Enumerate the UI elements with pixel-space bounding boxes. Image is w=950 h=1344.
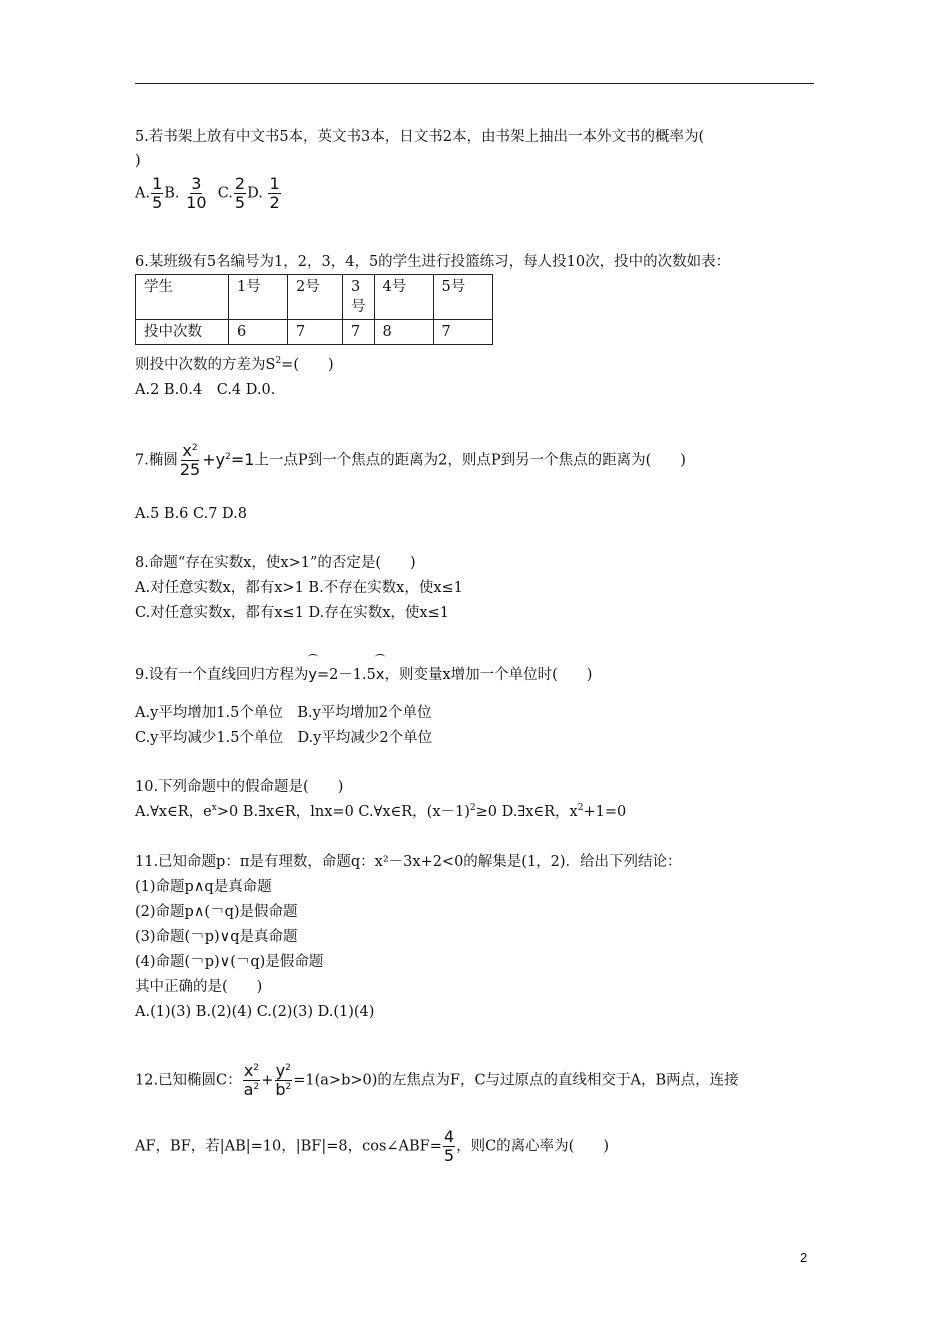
table-cell: 7 bbox=[288, 320, 343, 345]
table-cell: 5号 bbox=[433, 275, 492, 320]
q11-item: (2)命题p∧(￢q)是假命题 bbox=[135, 904, 298, 920]
table-cell: 8 bbox=[374, 320, 433, 345]
q11-options: A.(1)(3) B.(2)(4) C.(2)(3) D.(1)(4) bbox=[135, 1004, 375, 1020]
q6-score-table bbox=[135, 274, 493, 345]
table-cell: 2号 bbox=[288, 275, 343, 320]
q12-fraction-x: $\frac{x^2}{a^2}$ bbox=[243, 1061, 260, 1099]
q11-item: (1)命题p∧q是真命题 bbox=[135, 879, 272, 895]
table-cell: 6 bbox=[229, 320, 288, 345]
q5-option-d-fraction: $\frac{1}{2}$ bbox=[269, 174, 280, 212]
q5-option-a-label: A. bbox=[135, 185, 151, 202]
q5-options bbox=[135, 175, 282, 212]
q9-options-cd: C.y平均减少1.5个单位 D.y平均减少2个单位 bbox=[135, 730, 433, 746]
q11-stem: 11.已知命题p：π是有理数，命题q：x²－3x+2<0的解集是(1，2)．给出下列结论： bbox=[135, 854, 682, 870]
q5-option-b-fraction: $\frac{3}{10}$ bbox=[186, 174, 207, 212]
table-cell: 3号 bbox=[343, 275, 375, 320]
q5-stem: 5.若书架上放有中文书5本，英文书3本，日文书2本，由书架上抽出一本外文书的概率为( bbox=[135, 129, 705, 145]
q8-options-ab: A.对任意实数x，都有x>1 B.不存在实数x，使x≤1 bbox=[135, 580, 463, 596]
q5-option-a-fraction: $\frac{1}{5}$ bbox=[152, 174, 163, 212]
q8-stem: 8.命题“存在实数x，使x>1”的否定是( ) bbox=[135, 555, 416, 571]
q7-stem: 7.椭圆 $\frac{x^2}{25}$ $+y^2=1$上一点P到一个焦点的距离为2，则点P到另一个焦点的距离为( ) bbox=[135, 441, 686, 479]
q9-options-ab: A.y平均增加1.5个单位 B.y平均增加2个单位 bbox=[135, 705, 432, 721]
q6-question: 则投中次数的方差为$S^2=$( ) bbox=[135, 356, 334, 373]
q5-stem-end: ) bbox=[135, 153, 141, 169]
table-cell: 7 bbox=[343, 320, 375, 345]
q12-stem-line2: AF，BF，若|AB|=10，|BF|=8，cos∠ABF= $\frac{4}{5}$ ，则C的离心率为( ) bbox=[135, 1127, 609, 1165]
table-cell: 投中次数 bbox=[136, 320, 229, 345]
q9-x-hat: x bbox=[375, 667, 385, 683]
header-rule bbox=[135, 83, 814, 84]
q11-item: (3)命题(￢p)∨q是真命题 bbox=[135, 929, 298, 945]
q5-option-c-label: C. bbox=[217, 185, 233, 202]
q9-stem: 9.设有一个直线回归方程为y=2－1.5x，则变量x增加一个单位时( ) bbox=[135, 667, 593, 683]
table-cell: 学生 bbox=[136, 275, 229, 320]
table-cell: 7 bbox=[433, 320, 492, 345]
q6-stem: 6.某班级有5名编号为1，2，3，4，5的学生进行投篮练习，每人投10次，投中的次数如表： bbox=[135, 254, 731, 270]
q7-options: A.5 B.6 C.7 D.8 bbox=[135, 506, 247, 522]
table-header-row bbox=[136, 275, 493, 320]
q8-options-cd: C.对任意实数x，都有x≤1 D.存在实数x，使x≤1 bbox=[135, 605, 449, 621]
q10-stem: 10.下列命题中的假命题是( ) bbox=[135, 779, 344, 795]
q11-item: (4)命题(￢p)∨(￢q)是假命题 bbox=[135, 954, 324, 970]
q5-option-d-label: D. bbox=[247, 185, 263, 202]
q7-ellipse-fraction: $\frac{x^2}{25}$ bbox=[179, 441, 201, 479]
q5-option-c-fraction: $\frac{2}{5}$ bbox=[234, 174, 246, 212]
q12-fraction-y: $\frac{y^2}{b^2}$ bbox=[275, 1061, 292, 1099]
q10-options: A.∀x∈R，$e^x>0$ B.∃x∈R，lnx=0 C.∀x∈R，$(x-1)^2\ge 0$ D.∃x∈R，$x^2+1=0$ bbox=[135, 803, 627, 820]
q12-cos-fraction: $\frac{4}{5}$ bbox=[443, 1127, 455, 1165]
q11-question: 其中正确的是( ) bbox=[135, 979, 263, 995]
table-cell: 1号 bbox=[229, 275, 288, 320]
table-row bbox=[136, 320, 493, 345]
q5-option-b-label: B. bbox=[164, 185, 180, 202]
page-number: 2 bbox=[800, 1250, 808, 1265]
q12-stem: 12.已知椭圆C： $\frac{x^2}{a^2}$ + $\frac{y^2}{b^2}$ =1(a>b>0)的左焦点为F，C与过原点的直线相交于A，B两点，连接 bbox=[135, 1061, 739, 1099]
q6-options: A.2 B.0.4 C.4 D.0. bbox=[135, 382, 276, 398]
q9-y-hat: y bbox=[308, 667, 317, 683]
table-cell: 4号 bbox=[374, 275, 433, 320]
